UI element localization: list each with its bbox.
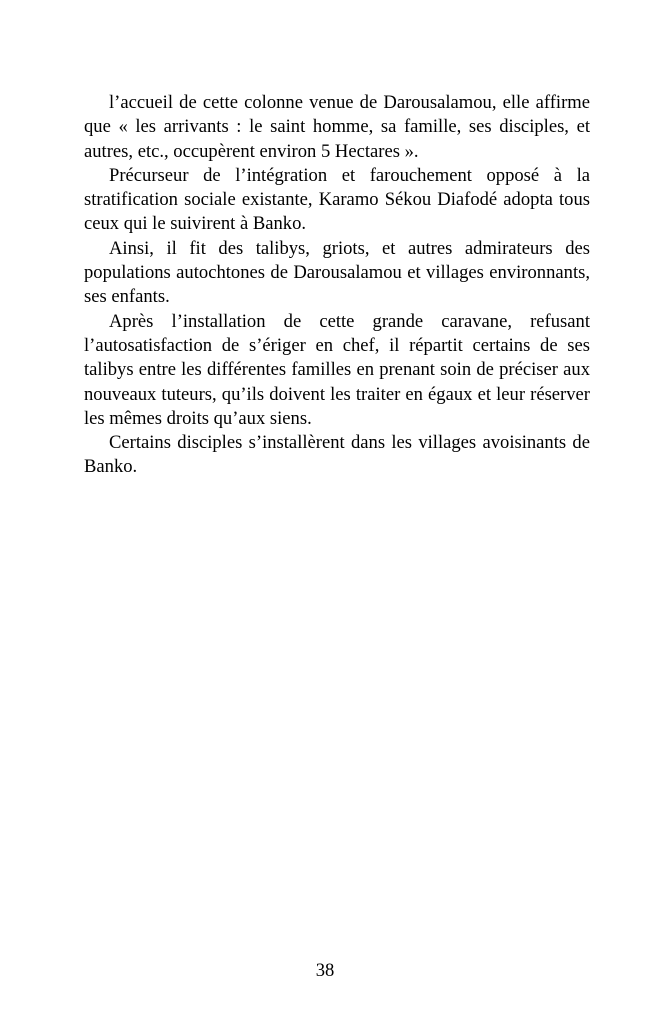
body-text [84,91,590,480]
paragraph-5: Certains disciples s’installèrent dans les villages avoisinants de Banko. [84,432,590,478]
paragraph-3: Ainsi, il fit des talibys, griots, et autres admirateurs des populations autochtones de Darousalamou et villages environnants, ses enfants. [84,237,590,308]
paragraph-2: Précurseur de l’intégration et farouchement opposé à la stratification sociale existante, Karamo Sékou Diafodé adopta tous ceux qui le suivirent à Banko. [84,164,590,235]
page-number: 38 [315,960,335,981]
paragraph-1: l’accueil de cette colonne venue de Darousalamou, elle affirme que « les arrivants : le saint homme, sa famille, ses disciples, et autres, etc., occupèrent environ 5 Hectares ». [84,92,590,162]
paragraph-4: Après l’installation de cette grande caravane, refusant l’autosatisfaction de s’ériger en chef, il répartit certains de ses talibys entre les différentes familles en prenant soin de préciser aux nouveaux tuteurs, qu’ils doivent les traiter en égaux et leur réserver les mêmes droits qu’aux siens. [84,310,590,429]
